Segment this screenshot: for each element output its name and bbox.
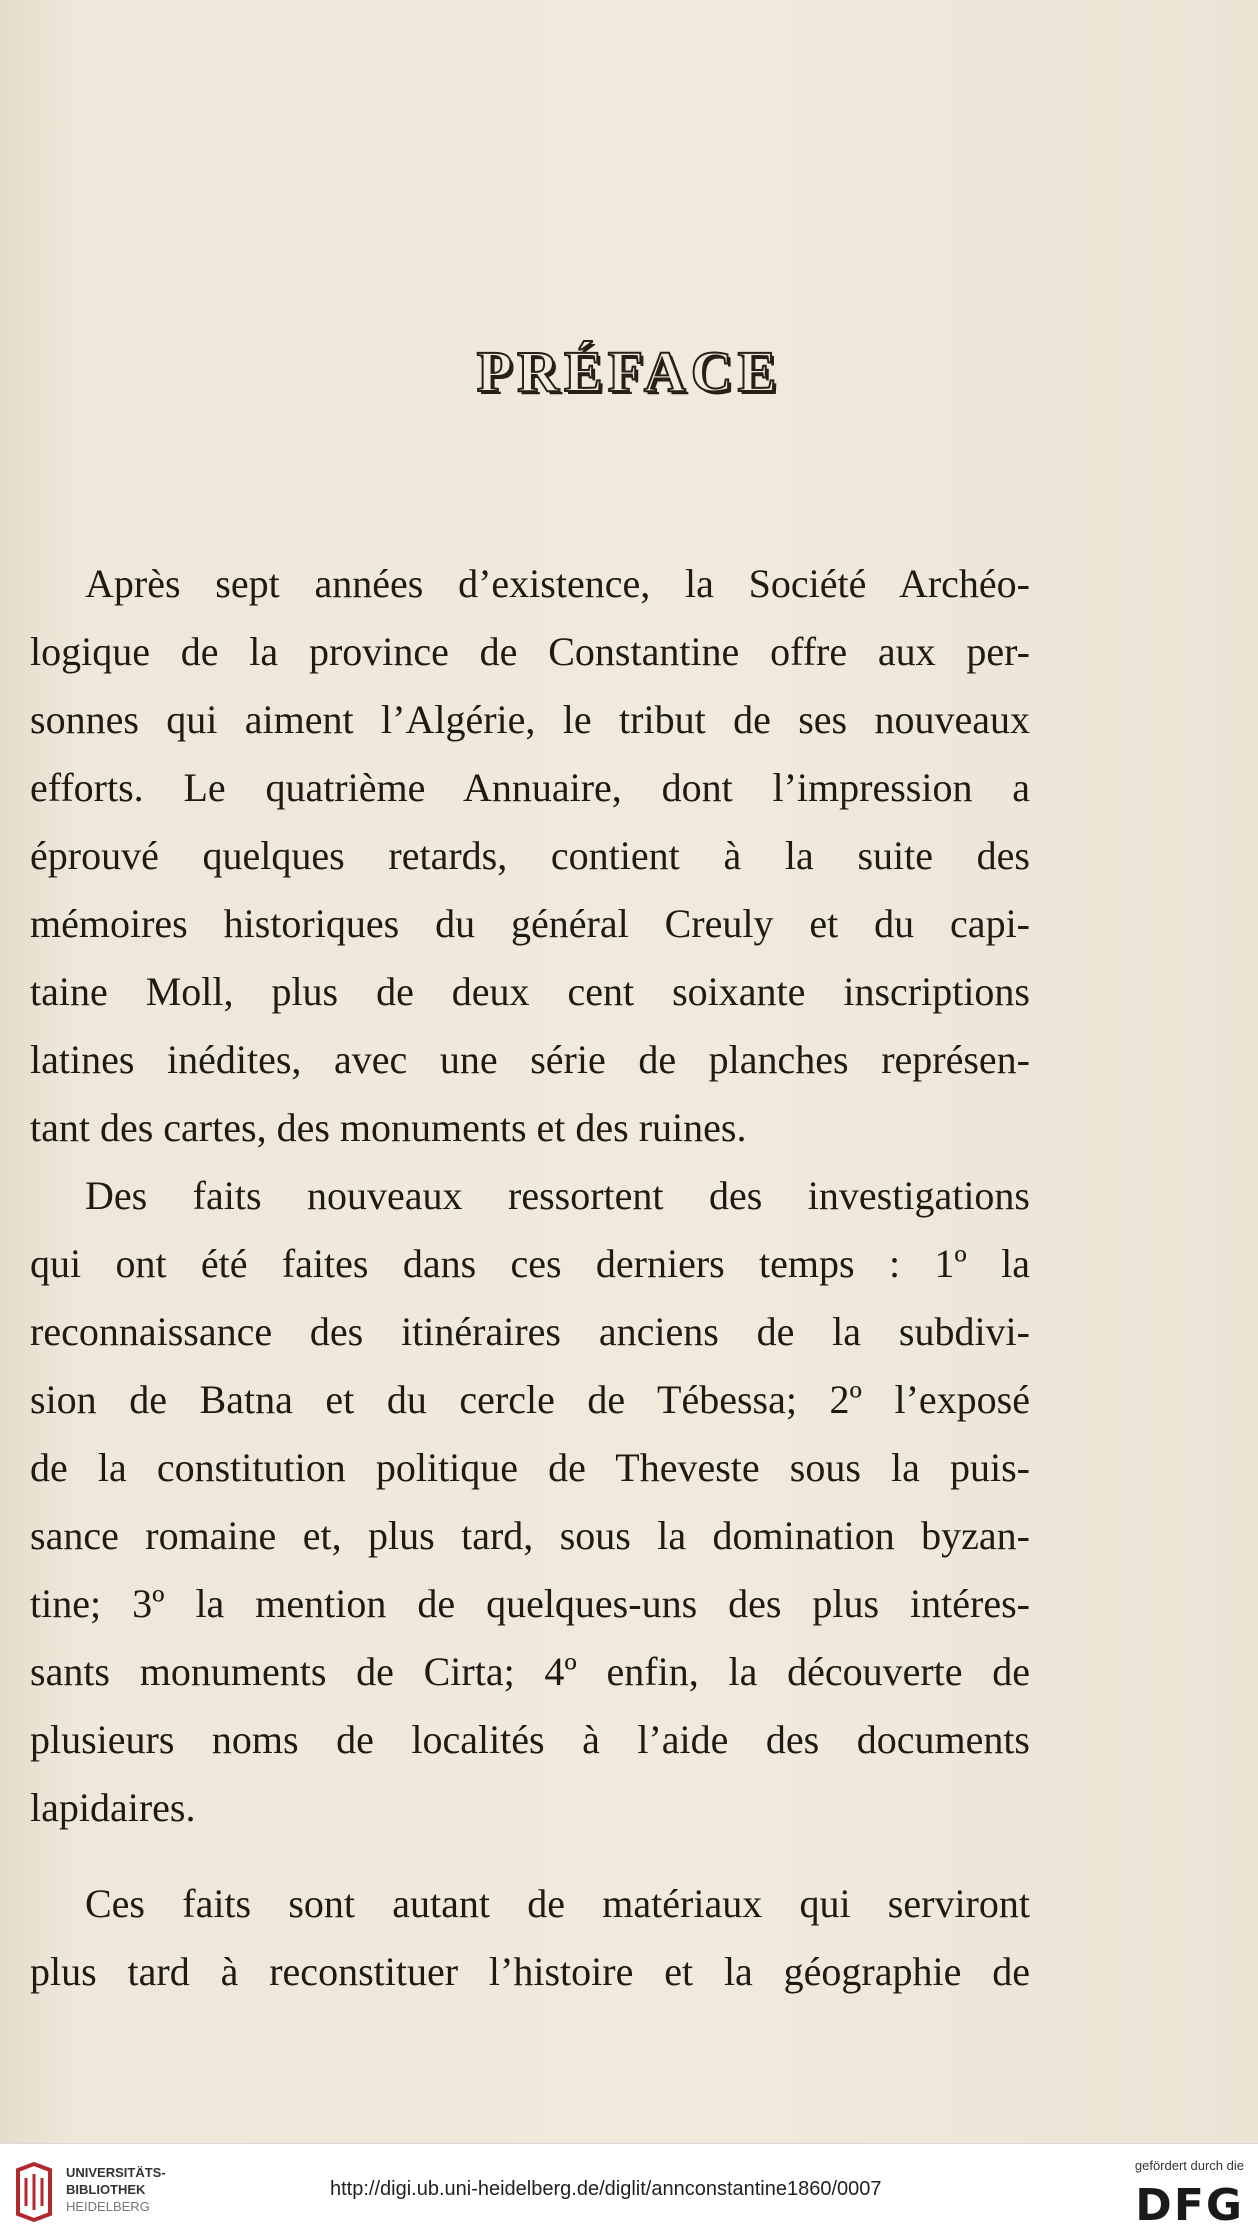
funding-label: gefördert durch die xyxy=(1134,2158,1244,2173)
text-line: lapidaires. xyxy=(30,1785,196,1830)
library-line: HEIDELBERG xyxy=(66,2199,150,2214)
footer-bar xyxy=(0,2143,1258,2236)
text-line: taine Moll, plus de deux cent soixante inscriptions xyxy=(30,969,1030,1014)
text-line: Après sept années d’existence, la Société Archéo- xyxy=(85,561,1030,606)
text-line: sance romaine et, plus tard, sous la domination byzan- xyxy=(30,1513,1030,1558)
library-line: UNIVERSITÄTS- xyxy=(66,2165,166,2180)
library-logo-icon xyxy=(12,2162,56,2222)
text-line: latines inédites, avec une série de planches représen- xyxy=(30,1037,1030,1082)
text-line: Ces faits sont autant de matériaux qui serviront xyxy=(85,1881,1030,1926)
library-name xyxy=(66,2164,166,2215)
library-line: BIBLIOTHEK xyxy=(66,2182,146,2197)
text-line: mémoires historiques du général Creuly et du capi- xyxy=(30,901,1030,946)
text-line: tine; 3º la mention de quelques-uns des plus intéres- xyxy=(30,1581,1030,1626)
text-line: sion de Batna et du cercle de Tébessa; 2º l’exposé xyxy=(30,1377,1030,1422)
text-line: qui ont été faites dans ces derniers temps : 1º la xyxy=(30,1241,1030,1286)
text-line: sonnes qui aiment l’Algérie, le tribut de ses nouveaux xyxy=(30,697,1030,742)
text-line: efforts. Le quatrième Annuaire, dont l’impression a xyxy=(30,765,1030,810)
text-line: logique de la province de Constantine offre aux per- xyxy=(30,629,1030,674)
text-line: plusieurs noms de localités à l’aide des documents xyxy=(30,1717,1030,1762)
page-title: PRÉFACE xyxy=(476,339,782,404)
dfg-logo: DFG xyxy=(1135,2180,1244,2231)
text-line: de la constitution politique de Theveste sous la puis- xyxy=(30,1445,1030,1490)
body-text xyxy=(30,550,1030,2006)
text-line: sants monuments de Cirta; 4º enfin, la découverte de xyxy=(30,1649,1030,1694)
text-line: éprouvé quelques retards, contient à la suite des xyxy=(30,833,1030,878)
text-line: Des faits nouveaux ressortent des investigations xyxy=(85,1173,1030,1218)
permalink[interactable]: http://digi.ub.uni-heidelberg.de/diglit/annconstantine1860/0007 xyxy=(330,2178,882,2200)
text-line: plus tard à reconstituer l’histoire et la géographie de xyxy=(30,1949,1030,1994)
text-line: tant des cartes, des monuments et des ruines. xyxy=(30,1105,747,1150)
text-line: reconnaissance des itinéraires anciens de la subdivi- xyxy=(30,1309,1030,1354)
